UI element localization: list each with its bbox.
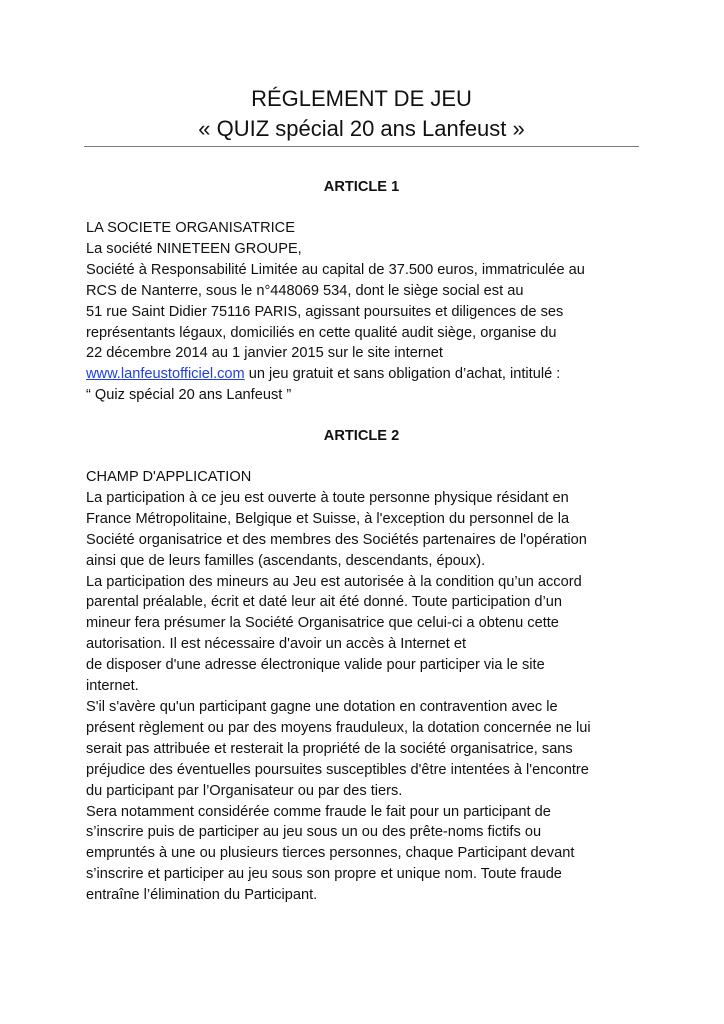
article-1-line: représentants légaux, domiciliés en cette qualité audit siège, organise du: [86, 324, 557, 341]
article-2-line: La participation à ce jeu est ouverte à toute personne physique résidant en: [86, 489, 569, 506]
title-divider: [84, 146, 639, 147]
article-2-line: ainsi que de leurs familles (ascendants, descendants, époux).: [86, 552, 486, 569]
article-2-line: Sera notamment considérée comme fraude le fait pour un participant de: [86, 803, 551, 820]
article-2-line: internet.: [86, 678, 139, 695]
article-1-heading: ARTICLE 1: [323, 179, 400, 195]
article-2-line: s’inscrire puis de participer au jeu sous un ou des prête-noms fictifs ou: [86, 824, 542, 841]
article-1-line: 22 décembre 2014 au 1 janvier 2015 sur le site internet: [86, 345, 443, 362]
article-2-line: entraîne l’élimination du Participant.: [86, 887, 318, 904]
article-2-line: présent règlement ou par des moyens frauduleux, la dotation concernée ne lui: [86, 719, 591, 736]
title-line-2: « QUIZ spécial 20 ans Lanfeust »: [198, 116, 525, 141]
article-1-section-title: LA SOCIETE ORGANISATRICE: [86, 220, 295, 236]
website-link[interactable]: www.lanfeustofficiel.com: [86, 366, 245, 383]
article-2-line: de disposer d'une adresse électronique valide pour participer via le site: [86, 657, 545, 674]
article-2-heading: ARTICLE 2: [323, 428, 400, 444]
article-2-line: Société organisatrice et des membres des Sociétés partenaires de l'opération: [86, 531, 587, 548]
article-1-link-line: [86, 364, 686, 385]
article-2-line: parental préalable, écrit et daté leur ait été donné. Toute participation d’un: [86, 594, 562, 611]
title-line-1: RÉGLEMENT DE JEU: [251, 86, 472, 111]
article-2-line: serait pas attribuée et resterait la propriété de la société organisatrice, sans: [86, 740, 573, 757]
article-1-line: 51 rue Saint Didier 75116 PARIS, agissant poursuites et diligences de ses: [86, 303, 564, 320]
article-2-body: [86, 467, 686, 906]
article-1-quiz-name: “ Quiz spécial 20 ans Lanfeust ”: [86, 387, 292, 404]
article-1-line: RCS de Nanterre, sous le n°448069 534, dont le siège social est au: [86, 282, 524, 299]
article-2-line: S'il s'avère qu'un participant gagne une dotation en contravention avec le: [86, 698, 558, 715]
article-2-line: s’inscrire et participer au jeu sous son propre et unique nom. Toute fraude: [86, 866, 562, 883]
article-1-line: Société à Responsabilité Limitée au capital de 37.500 euros, immatriculée au: [86, 261, 585, 278]
article-2-line: du participant par l’Organisateur ou par des tiers.: [86, 782, 403, 799]
article-2-line: préjudice des éventuelles poursuites susceptibles d'être intentées à l'encontre: [86, 761, 589, 778]
article-1-body: [86, 218, 686, 406]
link-line-text: un jeu gratuit et sans obligation d’achat, intitulé :: [244, 366, 561, 383]
article-2-line: autorisation. Il est nécessaire d'avoir un accès à Internet et: [86, 636, 467, 653]
document-title: [84, 84, 639, 144]
article-2-line: France Métropolitaine, Belgique et Suisse, à l'exception du personnel de la: [86, 510, 570, 527]
article-2-line: mineur fera présumer la Société Organisatrice que celui-ci a obtenu cette: [86, 615, 559, 632]
article-1-line: La société NINETEEN GROUPE,: [86, 240, 302, 257]
article-2-line: empruntés à une ou plusieurs tierces personnes, chaque Participant devant: [86, 845, 575, 862]
article-2-line: La participation des mineurs au Jeu est autorisée à la condition qu’un accord: [86, 573, 582, 590]
article-2-section-title: CHAMP D'APPLICATION: [86, 469, 252, 485]
